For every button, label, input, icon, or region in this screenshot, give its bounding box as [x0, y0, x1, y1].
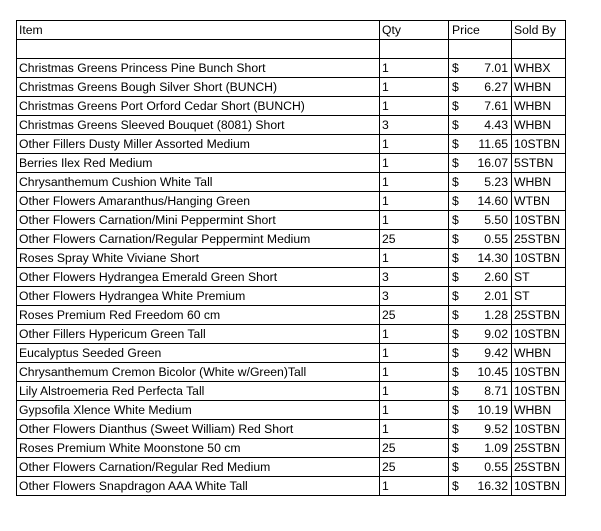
header-qty: Qty	[380, 21, 449, 40]
price-cell	[449, 154, 512, 173]
item-cell: Other Flowers Hydrangea White Premium	[17, 287, 380, 306]
sold-by-cell: WHBN	[512, 78, 566, 97]
item-cell: Other Flowers Dianthus (Sweet William) Red Short	[17, 420, 380, 439]
price-amount: 14.30	[477, 251, 508, 265]
price-amount: 1.28	[484, 308, 508, 322]
currency-symbol: $	[452, 118, 459, 132]
price-amount: 6.27	[484, 80, 508, 94]
sold-by-cell: 10STBN	[512, 211, 566, 230]
price-cell	[449, 173, 512, 192]
price-cell	[449, 268, 512, 287]
price-cell	[449, 363, 512, 382]
item-cell: Berries Ilex Red Medium	[17, 154, 380, 173]
qty-cell: 1	[380, 78, 449, 97]
currency-symbol: $	[452, 365, 459, 379]
table-row	[17, 306, 566, 325]
currency-symbol: $	[452, 194, 459, 208]
price-cell	[449, 192, 512, 211]
table-row	[17, 363, 566, 382]
price-cell	[449, 477, 512, 496]
currency-symbol: $	[452, 384, 459, 398]
header-row	[17, 21, 566, 40]
table-row	[17, 192, 566, 211]
price-amount: 0.55	[484, 232, 508, 246]
table-row	[17, 325, 566, 344]
item-cell: Other Fillers Hypericum Green Tall	[17, 325, 380, 344]
sold-by-cell: 10STBN	[512, 325, 566, 344]
qty-cell: 25	[380, 439, 449, 458]
table-row	[17, 211, 566, 230]
item-cell: Chrysanthemum Cushion White Tall	[17, 173, 380, 192]
currency-symbol: $	[452, 289, 459, 303]
item-cell: Roses Spray White Viviane Short	[17, 249, 380, 268]
item-cell: Christmas Greens Sleeved Bouquet (8081) Short	[17, 116, 380, 135]
currency-symbol: $	[452, 308, 459, 322]
price-cell	[449, 59, 512, 78]
currency-symbol: $	[452, 232, 459, 246]
qty-cell: 3	[380, 116, 449, 135]
qty-cell: 1	[380, 363, 449, 382]
price-cell	[449, 458, 512, 477]
currency-symbol: $	[452, 422, 459, 436]
table-row	[17, 97, 566, 116]
price-amount: 8.71	[484, 384, 508, 398]
price-amount: 9.02	[484, 327, 508, 341]
price-cell	[449, 135, 512, 154]
order-table	[16, 20, 566, 496]
item-cell: Other Flowers Carnation/Regular Red Medium	[17, 458, 380, 477]
price-amount: 9.42	[484, 346, 508, 360]
table-row	[17, 78, 566, 97]
table-row	[17, 135, 566, 154]
item-cell: Roses Premium White Moonstone 50 cm	[17, 439, 380, 458]
item-cell: Christmas Greens Princess Pine Bunch Short	[17, 59, 380, 78]
table-row	[17, 59, 566, 78]
qty-cell: 3	[380, 287, 449, 306]
sold-by-cell: WHBN	[512, 173, 566, 192]
sold-by-cell: 10STBN	[512, 249, 566, 268]
qty-cell: 1	[380, 211, 449, 230]
sold-by-cell: WHBN	[512, 97, 566, 116]
currency-symbol: $	[452, 346, 459, 360]
currency-symbol: $	[452, 441, 459, 455]
sold-by-cell: WHBN	[512, 116, 566, 135]
item-cell: Other Flowers Carnation/Mini Peppermint Short	[17, 211, 380, 230]
sold-by-cell: 10STBN	[512, 135, 566, 154]
currency-symbol: $	[452, 156, 459, 170]
price-cell	[449, 344, 512, 363]
price-amount: 0.55	[484, 460, 508, 474]
table-row	[17, 230, 566, 249]
item-cell: Christmas Greens Port Orford Cedar Short (BUNCH)	[17, 97, 380, 116]
sold-by-cell: 5STBN	[512, 154, 566, 173]
item-cell: Lily Alstroemeria Red Perfecta Tall	[17, 382, 380, 401]
price-cell	[449, 211, 512, 230]
sold-by-cell: 25STBN	[512, 230, 566, 249]
table-row	[17, 154, 566, 173]
qty-cell: 3	[380, 268, 449, 287]
qty-cell: 1	[380, 249, 449, 268]
table-row	[17, 382, 566, 401]
price-amount: 7.61	[484, 99, 508, 113]
item-cell: Other Flowers Amaranthus/Hanging Green	[17, 192, 380, 211]
table-row	[17, 173, 566, 192]
qty-cell: 1	[380, 420, 449, 439]
price-amount: 16.32	[477, 479, 508, 493]
price-cell	[449, 439, 512, 458]
qty-cell: 1	[380, 59, 449, 78]
sold-by-cell: 25STBN	[512, 439, 566, 458]
price-amount: 5.23	[484, 175, 508, 189]
item-cell: Christmas Greens Bough Silver Short (BUNCH)	[17, 78, 380, 97]
sold-by-cell: 10STBN	[512, 363, 566, 382]
sold-by-cell: 25STBN	[512, 458, 566, 477]
currency-symbol: $	[452, 137, 459, 151]
table-row	[17, 268, 566, 287]
sold-by-cell: ST	[512, 268, 566, 287]
price-cell	[449, 401, 512, 420]
sold-by-cell: ST	[512, 287, 566, 306]
price-cell	[449, 78, 512, 97]
item-cell: Other Flowers Carnation/Regular Peppermint Medium	[17, 230, 380, 249]
currency-symbol: $	[452, 175, 459, 189]
currency-symbol: $	[452, 213, 459, 227]
item-cell: Other Fillers Dusty Miller Assorted Medium	[17, 135, 380, 154]
sold-by-cell: 25STBN	[512, 306, 566, 325]
sold-by-cell: 10STBN	[512, 420, 566, 439]
price-amount: 11.65	[478, 137, 508, 151]
qty-cell: 1	[380, 192, 449, 211]
qty-cell: 1	[380, 401, 449, 420]
item-cell: Roses Premium Red Freedom 60 cm	[17, 306, 380, 325]
currency-symbol: $	[452, 460, 459, 474]
table-row	[17, 420, 566, 439]
price-cell	[449, 97, 512, 116]
order-sheet	[16, 20, 566, 496]
sold-by-cell: WTBN	[512, 192, 566, 211]
qty-cell: 1	[380, 344, 449, 363]
price-amount: 4.43	[484, 118, 508, 132]
table-row	[17, 344, 566, 363]
qty-cell: 1	[380, 154, 449, 173]
table-row	[17, 458, 566, 477]
item-cell: Other Flowers Hydrangea Emerald Green Short	[17, 268, 380, 287]
sold-by-cell: WHBX	[512, 59, 566, 78]
table-row	[17, 287, 566, 306]
item-cell: Eucalyptus Seeded Green	[17, 344, 380, 363]
price-cell	[449, 230, 512, 249]
sold-by-cell: WHBN	[512, 401, 566, 420]
table-row	[17, 477, 566, 496]
header-sold-by: Sold By	[512, 21, 566, 40]
blank-row	[17, 40, 566, 59]
qty-cell: 25	[380, 306, 449, 325]
price-cell	[449, 249, 512, 268]
table-row	[17, 401, 566, 420]
table-row	[17, 116, 566, 135]
currency-symbol: $	[452, 99, 459, 113]
qty-cell: 1	[380, 382, 449, 401]
qty-cell: 1	[380, 477, 449, 496]
currency-symbol: $	[452, 327, 459, 341]
currency-symbol: $	[452, 479, 459, 493]
item-cell: Other Flowers Snapdragon AAA White Tall	[17, 477, 380, 496]
price-amount: 10.19	[477, 403, 508, 417]
qty-cell: 25	[380, 230, 449, 249]
currency-symbol: $	[452, 403, 459, 417]
price-cell	[449, 287, 512, 306]
price-cell	[449, 116, 512, 135]
currency-symbol: $	[452, 270, 459, 284]
header-item: Item	[17, 21, 380, 40]
price-cell	[449, 382, 512, 401]
price-cell	[449, 325, 512, 344]
sold-by-cell: 10STBN	[512, 477, 566, 496]
price-cell	[449, 306, 512, 325]
table-row	[17, 439, 566, 458]
price-amount: 1.09	[484, 441, 508, 455]
qty-cell: 25	[380, 458, 449, 477]
qty-cell: 1	[380, 325, 449, 344]
item-cell: Chrysanthemum Cremon Bicolor (White w/Green)Tall	[17, 363, 380, 382]
qty-cell: 1	[380, 135, 449, 154]
qty-cell: 1	[380, 97, 449, 116]
sold-by-cell: 10STBN	[512, 382, 566, 401]
price-amount: 2.60	[484, 270, 508, 284]
price-amount: 7.01	[484, 61, 508, 75]
header-price: Price	[449, 21, 512, 40]
currency-symbol: $	[452, 251, 459, 265]
price-amount: 16.07	[477, 156, 508, 170]
currency-symbol: $	[452, 61, 459, 75]
price-amount: 10.45	[477, 365, 508, 379]
price-amount: 2.01	[484, 289, 508, 303]
currency-symbol: $	[452, 80, 459, 94]
table-row	[17, 249, 566, 268]
qty-cell: 1	[380, 173, 449, 192]
price-amount: 9.52	[484, 422, 508, 436]
price-amount: 14.60	[477, 194, 508, 208]
item-cell: Gypsofila Xlence White Medium	[17, 401, 380, 420]
price-amount: 5.50	[484, 213, 508, 227]
price-cell	[449, 420, 512, 439]
sold-by-cell: WHBN	[512, 344, 566, 363]
